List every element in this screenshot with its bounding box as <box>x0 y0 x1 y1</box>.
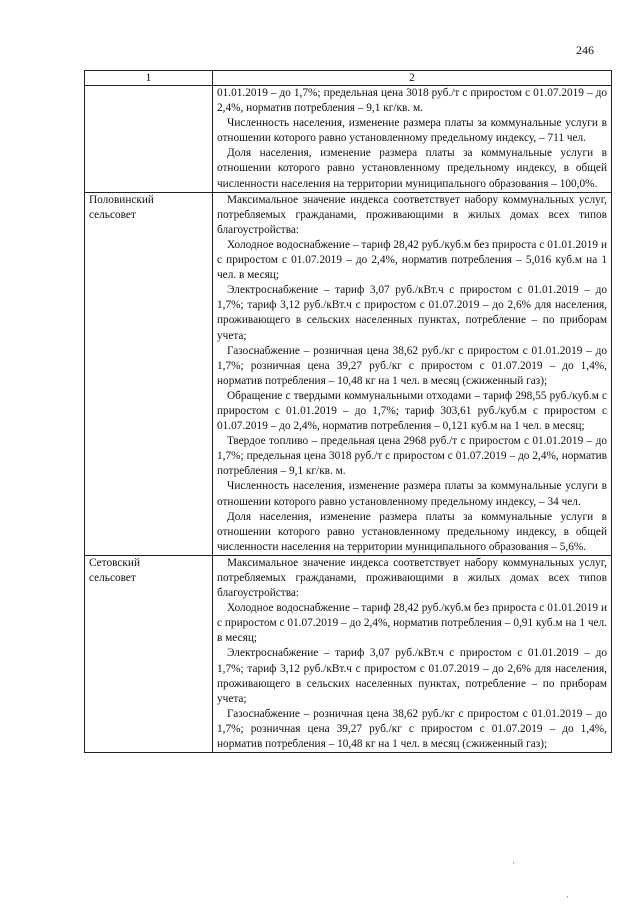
column-header-1: 1 <box>85 71 213 86</box>
document-table <box>84 70 612 753</box>
paragraph: Электроснабжение – тариф 3,07 руб./кВт.ч с приростом с 01.01.2019 – до 1,7%; тариф 3,12 руб./кВт.ч с приростом с 01.07.2019 – до 2,6% для населения, проживающего в сельских населенных пунктах, потребление – по приборам учета; <box>217 284 607 342</box>
table-row <box>85 555 612 752</box>
paragraph: Газоснабжение – розничная цена 38,62 руб./кг с приростом с 01.01.2019 – до 1,7%; розничная цена 39,27 руб./кг с приростом с 01.07.2019 – до 1,4%, норматив потребления – 10,48 кг на 1 чел. в месяц (сжиженный газ); <box>217 344 607 387</box>
page-number: 246 <box>576 43 594 57</box>
district-cell <box>85 86 213 193</box>
table-row <box>85 192 612 555</box>
description-cell <box>213 192 612 555</box>
paragraph: Максимальное значение индекса соответствует набору коммунальных услуг, потребляемых гражданами, проживающими в жилых домах всех типов благоустройства: <box>217 193 607 236</box>
description-cell <box>213 555 612 752</box>
paragraph: Холодное водоснабжение – тариф 28,42 руб./куб.м без прироста с 01.01.2019 и с приростом с 01.07.2019 – до 2,4%, норматив потребления – 0,91 куб.м на 1 чел. в месяц; <box>217 602 607 645</box>
paragraph: Максимальное значение индекса соответствует набору коммунальных услуг, потребляемых гражданами, проживающими в жилых домах всех типов благоустройства: <box>217 556 607 600</box>
district-cell <box>85 555 213 752</box>
paragraph: Газоснабжение – розничная цена 38,62 руб./кг с приростом с 01.01.2019 – до 1,7%; розничная цена 39,27 руб./кг с приростом с 01.07.2019 – до 1,4%, норматив потребления – 10,48 кг на 1 чел. в месяц (сжиженный газ); <box>217 707 607 751</box>
paragraph: Доля населения, изменение размера платы за коммунальные услуги в отношении которого равно установленному предельному индексу, в общей численности населения на территории муниципального образования – 100,0%. <box>217 147 607 190</box>
paragraph: Холодное водоснабжение – тариф 28,42 руб./куб.м без прироста с 01.01.2019 и с приростом с 01.07.2019 – до 2,4%, норматив потребления – 5,016 куб.м на 1 чел. в месяц; <box>217 238 607 282</box>
paragraph: Доля населения, изменение размера платы за коммунальные услуги в отношении которого равно установленному предельному индексу, в общей численности населения на территории муниципального образования – 5,6%. <box>217 510 607 553</box>
paragraph: 01.01.2019 – до 1,7%; предельная цена 3018 руб./т с приростом с 01.07.2019 – до 2,4%, норматив потребления – 9,1 кг/кв. м. <box>217 87 607 115</box>
scan-speck: · <box>512 858 515 868</box>
table-header-row <box>85 71 612 86</box>
table-row <box>85 86 612 193</box>
column-header-2: 2 <box>213 71 612 86</box>
paragraph: Обращение с твердыми коммунальными отходами – тариф 298,55 руб./куб.м с приростом с 01.01.2019 – до 1,7%; тариф 303,61 руб./куб.м с приростом с 01.07.2019 – до 2,4%, норматив потребления – 0,121 куб.м на 1 чел. в месяц; <box>217 389 607 433</box>
scan-speck: · <box>566 892 569 902</box>
district-name-line: Сетовский <box>89 556 140 569</box>
district-name-line: Половинский <box>89 193 154 206</box>
paragraph: Численность населения, изменение размера платы за коммунальные услуги в отношении которого равно установленному предельному индексу, – 34 чел. <box>217 480 607 508</box>
paragraph: Электроснабжение – тариф 3,07 руб./кВт.ч с приростом с 01.01.2019 – до 1,7%; тариф 3,12 руб./кВт.ч с приростом с 01.07.2019 – до 2,6% для населения, проживающего в сельских населенных пунктах, потребление – по приборам учета; <box>217 647 607 705</box>
paragraph: Твердое топливо – предельная цена 2968 руб./т с приростом с 01.01.2019 – до 1,7%; предельная цена 3018 руб./т с приростом с 01.07.2019 – до 2,4%, норматив потребления – 9,1 кг/кв. м. <box>217 435 607 478</box>
district-name-line: сельсовет <box>89 572 136 584</box>
description-cell <box>213 86 612 193</box>
district-cell <box>85 192 213 555</box>
paragraph: Численность населения, изменение размера платы за коммунальные услуги в отношении которого равно установленному предельному индексу, – 711 чел. <box>217 117 607 145</box>
district-name-line: сельсовет <box>89 208 136 221</box>
